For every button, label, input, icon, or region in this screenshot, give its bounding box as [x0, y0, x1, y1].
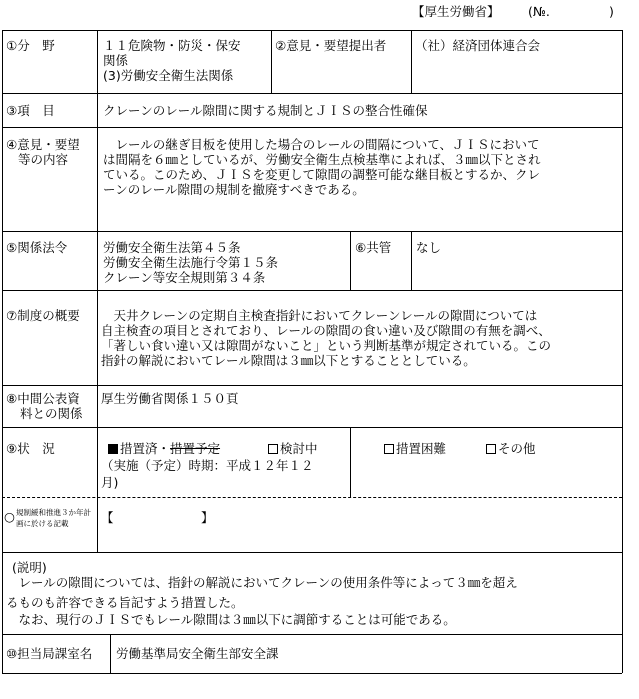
status-planned-text: 措置予定	[170, 441, 221, 456]
field-label: ①分 野	[6, 38, 55, 53]
number-label: (№.	[528, 4, 550, 19]
number-close: )	[609, 4, 614, 19]
overview-line-4: 指針の解説においてレール隙間は３㎜以下とすることとしている。	[101, 353, 476, 368]
overview-line-2: 自主検査の項目とされており、レールの隙間の食い違い及び隙間の有無を調べ、	[101, 323, 551, 338]
status-option-other[interactable]: その他	[486, 441, 536, 456]
explanation-line-1: レールの隙間については、指針の解説においてクレーンの使用条件等によって３㎜を超え	[6, 575, 518, 590]
department-label: ⑩担当局課室名	[6, 646, 93, 661]
overview-line-1: 天井クレーンの定期自主検査指針においてクレーンレールの隙間については	[101, 308, 538, 323]
checkbox-checked-icon	[108, 444, 118, 454]
explanation-line-2: るものも許容できる旨記すよう措置した。	[6, 595, 244, 610]
request-line-2: は間隔を６㎜としているが、労働安全衛生点検基準によれば、３㎜以下とされ	[103, 152, 541, 167]
submitter-label: ②意見・要望提出者	[275, 38, 387, 53]
request-line-1: レールの継ぎ目板を使用した場合のレールの間隔について、ＪＩＳにおいて	[103, 137, 540, 152]
plan-bracket: 【 】	[101, 510, 214, 525]
explanation-title: (説明)	[12, 560, 47, 575]
timing-line-1: （実施（予定）時期：平成１２年１２	[101, 458, 314, 473]
jurisdiction-label: ⑥共管	[355, 240, 392, 255]
law-3: クレーン等安全規則第３４条	[103, 270, 266, 285]
plan-label-1: 規制緩和推進３か年計	[16, 508, 91, 517]
status-option-difficult[interactable]: 措置困難	[384, 441, 446, 456]
status-label: ⑨状 況	[6, 441, 55, 456]
checkbox-icon	[486, 444, 496, 454]
ministry-header: 【厚生労働省】	[412, 4, 500, 19]
interim-value: 厚生労働省関係１５０頁	[101, 391, 239, 406]
item-label: ③項 目	[6, 103, 55, 118]
status-option-review[interactable]: 検討中	[268, 441, 318, 456]
interim-label-1: ⑧中間公表資	[6, 391, 80, 406]
overview-line-3: 「著しい食い違い又は隙間がないこと」という判断基準が規定されている。この	[101, 338, 552, 353]
status-option-done[interactable]: 措置済・措置予定	[108, 441, 220, 456]
checkbox-icon	[384, 444, 394, 454]
field-line-3: (3)労働安全衛生法関係	[103, 68, 234, 83]
field-line-2: 関係	[103, 53, 129, 68]
law-1: 労働安全衛生法第４５条	[103, 240, 241, 255]
request-line-4: ーンのレール隙間の規制を撤廃すべきである。	[103, 182, 365, 197]
request-line-3: ている。このため、ＪＩＳを変更して隙間の調整可能な継目板とするか、クレ	[103, 167, 541, 182]
checkbox-icon	[268, 444, 278, 454]
request-label-2: 等の内容	[18, 152, 69, 167]
item-value: クレーンのレール隙間に関する規制とＪＩＳの整合性確保	[103, 103, 428, 118]
law-2: 労働安全衛生法施行令第１５条	[103, 255, 279, 270]
interim-label-2: 料との関係	[20, 406, 83, 421]
plan-bullet: ○	[4, 509, 15, 524]
submitter-value: （社）経済団体連合会	[415, 38, 541, 53]
request-label-1: ④意見・要望	[6, 137, 80, 152]
jurisdiction-value: なし	[416, 240, 442, 255]
explanation-line-3: なお、現行のＪＩＳでもレール隙間は３㎜以下に調節することは可能である。	[6, 612, 456, 627]
field-line-1: １１危険物・防災・保安	[103, 38, 241, 53]
related-laws-label: ⑤関係法令	[6, 240, 68, 255]
timing-line-2: 月)	[101, 475, 119, 490]
department-value: 労働基準局安全衛生部安全課	[116, 646, 279, 661]
system-overview-label: ⑦制度の概要	[6, 308, 80, 323]
plan-label-2: 画に於ける記載	[16, 519, 69, 528]
